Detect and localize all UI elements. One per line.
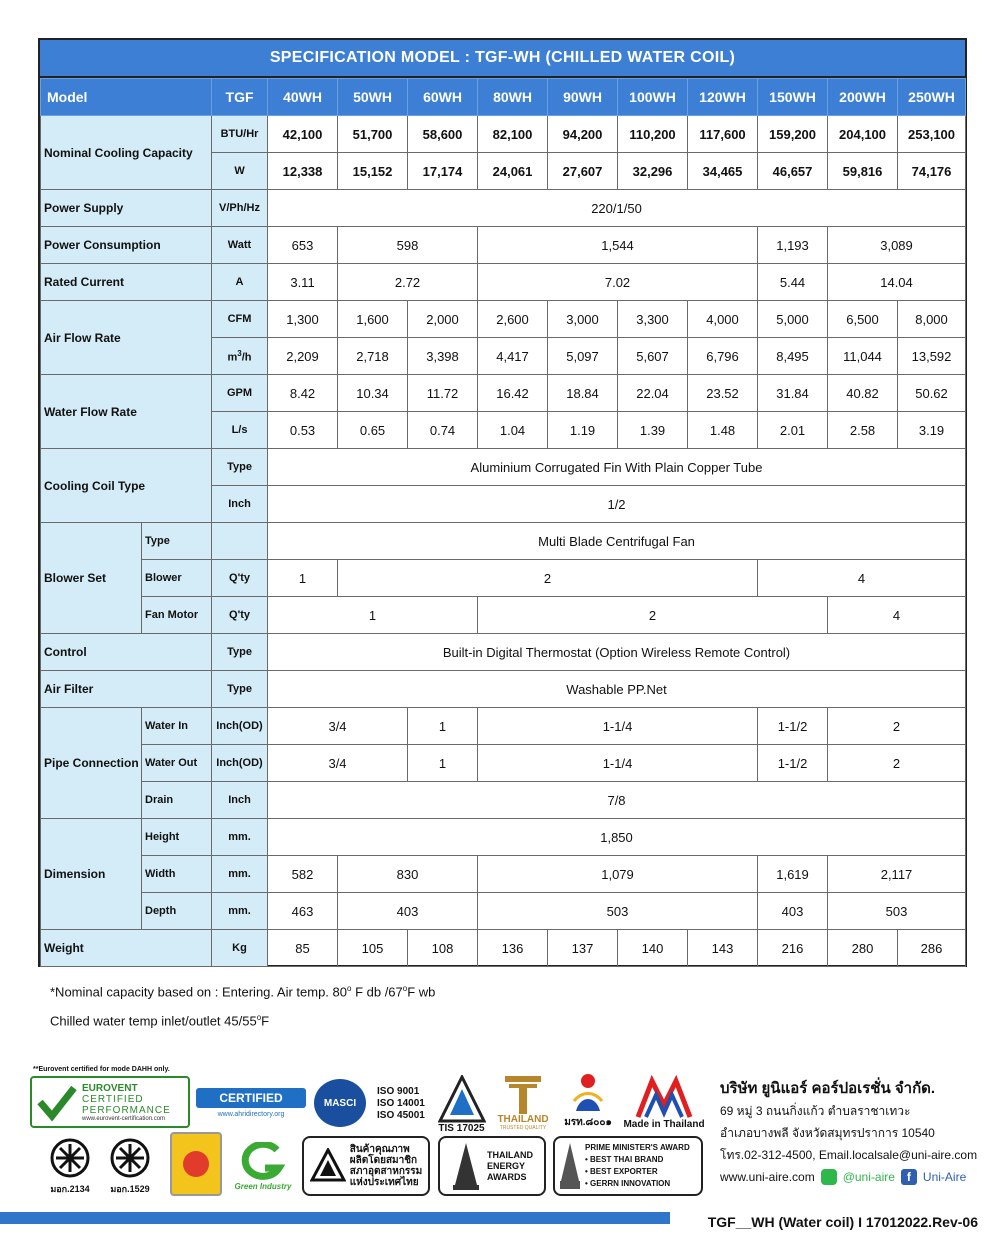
cell: 8,000 <box>898 301 966 338</box>
cell: 18.84 <box>548 375 618 412</box>
fan-motor-sub: Fan Motor <box>142 597 212 634</box>
model-header: Model <box>41 79 212 116</box>
cell: 2,117 <box>828 856 966 893</box>
model-60wh: 60WH <box>408 79 478 116</box>
cell: 503 <box>478 893 758 930</box>
inch-unit: Inch <box>212 486 268 523</box>
tis-logo: TIS 17025 <box>434 1072 489 1136</box>
cell: 7/8 <box>268 782 966 819</box>
w-unit: W <box>212 153 268 190</box>
watt-unit: Watt <box>212 227 268 264</box>
cell: 503 <box>828 893 966 930</box>
cell: 1,079 <box>478 856 758 893</box>
cell: 403 <box>338 893 478 930</box>
cell: 159,200 <box>758 116 828 153</box>
cell: 4 <box>758 560 966 597</box>
depth-row <box>41 893 966 930</box>
drain-sub: Drain <box>142 782 212 819</box>
cell: 0.65 <box>338 412 408 449</box>
air-flow-label: Air Flow Rate <box>41 301 212 375</box>
cell: 1 <box>408 708 478 745</box>
cell: Aluminium Corrugated Fin With Plain Copper Tube <box>268 449 966 486</box>
cell: 1.48 <box>688 412 758 449</box>
energy-5-badge <box>183 1151 209 1177</box>
cell: 13,592 <box>898 338 966 375</box>
kg-unit: Kg <box>212 930 268 967</box>
m3h-unit: $m^3/h$ <box>212 338 268 375</box>
cell: 4,000 <box>688 301 758 338</box>
mok-2134-logo: มอก.2134 <box>48 1136 92 1198</box>
qty-unit: Q'ty <box>212 597 268 634</box>
height-sub: Height <box>142 819 212 856</box>
company-info <box>720 1078 990 1188</box>
cell: 1,193 <box>758 227 828 264</box>
spec-table <box>40 78 966 967</box>
cell: 3,089 <box>828 227 966 264</box>
made-in-thailand-logo: Made in Thailand <box>620 1070 708 1134</box>
cell: 463 <box>268 893 338 930</box>
weight-row <box>41 930 966 967</box>
cell: 253,100 <box>898 116 966 153</box>
mok-icon <box>110 1138 150 1178</box>
cell: 11,044 <box>828 338 898 375</box>
cell: 7.02 <box>478 264 758 301</box>
cell: 2.72 <box>338 264 478 301</box>
cell: 3/4 <box>268 708 408 745</box>
nominal-btu-row <box>41 116 966 153</box>
green-industry-logo: Green Industry <box>230 1136 296 1196</box>
iso-list: ISO 9001 ISO 14001 ISO 45001 <box>377 1086 425 1121</box>
cell: 2,000 <box>408 301 478 338</box>
weight-label: Weight <box>41 930 212 967</box>
cell: 2 <box>338 560 758 597</box>
ls-unit: L/s <box>212 412 268 449</box>
cell: 27,607 <box>548 153 618 190</box>
cell: 1/2 <box>268 486 966 523</box>
cell: 1-1/2 <box>758 745 828 782</box>
facebook-handle[interactable]: Uni-Aire <box>922 1170 967 1184</box>
cell: 1-1/4 <box>478 708 758 745</box>
cell: 204,100 <box>828 116 898 153</box>
model-100wh: 100WH <box>618 79 688 116</box>
header-row <box>41 79 966 116</box>
cell: 108 <box>408 930 478 967</box>
model-120wh: 120WH <box>688 79 758 116</box>
cell: 59,816 <box>828 153 898 190</box>
btu-unit: BTU/Hr <box>212 116 268 153</box>
cell: 1,300 <box>268 301 338 338</box>
water-flow-label: Water Flow Rate <box>41 375 212 449</box>
cell: 1,544 <box>478 227 758 264</box>
cell: 1 <box>408 745 478 782</box>
cell: 82,100 <box>478 116 548 153</box>
model-40wh: 40WH <box>268 79 338 116</box>
cell: 34,465 <box>688 153 758 190</box>
cell: 51,700 <box>338 116 408 153</box>
footnotes <box>50 976 435 1035</box>
prime-minister-award-logo: PRIME MINISTER'S AWARD • BEST THAI BRAND • BEST EXPORTER • GERRN INNOVATION <box>553 1136 703 1196</box>
blank-unit <box>212 523 268 560</box>
cell: 10.34 <box>338 375 408 412</box>
cell: 220/1/50 <box>268 190 966 227</box>
cell: 403 <box>758 893 828 930</box>
cell: 1,619 <box>758 856 828 893</box>
cell: 1.19 <box>548 412 618 449</box>
cell: 85 <box>268 930 338 967</box>
thailand-trust-logo: THAILAND TRUSTED QUALITY <box>492 1072 554 1132</box>
water-flow-gpm-row <box>41 375 966 412</box>
cell: 1,850 <box>268 819 966 856</box>
thai-industry-icon <box>310 1148 346 1184</box>
cell: 2 <box>828 745 966 782</box>
control-row <box>41 634 966 671</box>
cell: 2.58 <box>828 412 898 449</box>
cell: 1 <box>268 560 338 597</box>
cell: 42,100 <box>268 116 338 153</box>
air-filter-label: Air Filter <box>41 671 212 708</box>
cell: Washable PP.Net <box>268 671 966 708</box>
spec-title: SPECIFICATION MODEL : TGF-WH (CHILLED WATER COIL) <box>40 40 965 78</box>
cell: 3,300 <box>618 301 688 338</box>
cell: 8,495 <box>758 338 828 375</box>
cell: 1-1/4 <box>478 745 758 782</box>
cell: 6,796 <box>688 338 758 375</box>
cell: 136 <box>478 930 548 967</box>
control-label: Control <box>41 634 212 671</box>
cell: 0.74 <box>408 412 478 449</box>
cell: 50.62 <box>898 375 966 412</box>
cell: 46,657 <box>758 153 828 190</box>
cell: 24,061 <box>478 153 548 190</box>
model-90wh: 90WH <box>548 79 618 116</box>
ahri-logo: CERTIFIED www.ahridirectory.org <box>195 1078 307 1128</box>
cell: 137 <box>548 930 618 967</box>
masci-logo: MASCI <box>312 1078 368 1128</box>
cell: 1,600 <box>338 301 408 338</box>
nominal-label: Nominal Cooling Capacity <box>41 116 212 190</box>
cell: 17,174 <box>408 153 478 190</box>
cell: 1.39 <box>618 412 688 449</box>
cell: 3,398 <box>408 338 478 375</box>
power-consumption-label: Power Consumption <box>41 227 212 264</box>
od-unit: Inch(OD) <box>212 708 268 745</box>
cell: 110,200 <box>618 116 688 153</box>
water-out-sub: Water Out <box>142 745 212 782</box>
mok-icon <box>50 1138 90 1178</box>
power-supply-label: Power Supply <box>41 190 212 227</box>
power-supply-unit: V/Ph/Hz <box>212 190 268 227</box>
cell: 5.44 <box>758 264 828 301</box>
cell: 15,152 <box>338 153 408 190</box>
trophy-icon <box>451 1141 481 1191</box>
cell: 11.72 <box>408 375 478 412</box>
made-in-thailand-icon <box>634 1075 694 1119</box>
power-consumption-row <box>41 227 966 264</box>
model-200wh: 200WH <box>828 79 898 116</box>
depth-sub: Depth <box>142 893 212 930</box>
document-code: TGF__WH (Water coil) I 17012022.Rev-06 <box>707 1214 978 1230</box>
blower-type-row <box>41 523 966 560</box>
cell: 0.53 <box>268 412 338 449</box>
cfm-unit: CFM <box>212 301 268 338</box>
cell: 2,209 <box>268 338 338 375</box>
cell: Multi Blade Centrifugal Fan <box>268 523 966 560</box>
coil-label: Cooling Coil Type <box>41 449 212 523</box>
line-handle[interactable]: @uni-aire <box>842 1170 895 1184</box>
drain-row <box>41 782 966 819</box>
cell: 4 <box>828 597 966 634</box>
blower-set-label: Blower Set <box>41 523 142 634</box>
award-trophy-icon <box>559 1141 581 1191</box>
cell: 94,200 <box>548 116 618 153</box>
cell: 1-1/2 <box>758 708 828 745</box>
cell: 1.04 <box>478 412 548 449</box>
water-out-row <box>41 745 966 782</box>
energy-label-logo <box>170 1132 222 1196</box>
type-unit: Type <box>212 671 268 708</box>
cell: 16.42 <box>478 375 548 412</box>
air-filter-row <box>41 671 966 708</box>
cell: 5,000 <box>758 301 828 338</box>
cell: 2,600 <box>478 301 548 338</box>
cell: 74,176 <box>898 153 966 190</box>
cell: 31.84 <box>758 375 828 412</box>
tis-triangle-icon <box>438 1075 486 1123</box>
mort-figure-icon <box>570 1071 606 1115</box>
note-nominal: *Nominal capacity based on : Entering. Air temp. 80$^o$ F db /67$^o$F wb <box>50 984 436 1000</box>
water-in-sub: Water In <box>142 708 212 745</box>
cell: 105 <box>338 930 408 967</box>
cell: 58,600 <box>408 116 478 153</box>
cell: 3/4 <box>268 745 408 782</box>
cell: 582 <box>268 856 338 893</box>
cell: 598 <box>338 227 478 264</box>
cell: 3.19 <box>898 412 966 449</box>
eurovent-note: **Eurovent certified for mode DAHH only. <box>33 1066 170 1073</box>
air-flow-cfm-row <box>41 301 966 338</box>
mm-unit: mm. <box>212 819 268 856</box>
cell: 143 <box>688 930 758 967</box>
width-row <box>41 856 966 893</box>
company-contact[interactable]: โทร.02-312-4500, Email.localsale@uni-aire.com <box>720 1148 978 1162</box>
cell: 14.04 <box>828 264 966 301</box>
note-chilled-water: Chilled water temp inlet/outlet 45/55$^o$F <box>50 1013 270 1029</box>
cell: 2,718 <box>338 338 408 375</box>
cell: 2 <box>828 708 966 745</box>
company-name: บริษัท ยูนิแอร์ คอร์ปอเรชั่น จำกัด. <box>720 1080 936 1097</box>
facebook-icon: f <box>901 1169 917 1185</box>
cell: 8.42 <box>268 375 338 412</box>
height-row <box>41 819 966 856</box>
eurovent-check-icon <box>36 1082 78 1124</box>
cell: 5,097 <box>548 338 618 375</box>
line-icon <box>821 1169 837 1185</box>
thai-industry-logo: สินค้าคุณภาพ ผลิตโดยสมาชิก สภาอุตสาหกรรม แห่งประเทศไทย <box>302 1136 430 1196</box>
mok-1529-logo: มอก.1529 <box>108 1136 152 1198</box>
green-g-icon <box>241 1142 285 1182</box>
cell: 280 <box>828 930 898 967</box>
gpm-unit: GPM <box>212 375 268 412</box>
cell: 2.01 <box>758 412 828 449</box>
cell: 216 <box>758 930 828 967</box>
company-web-row <box>720 1166 990 1188</box>
pipe-label: Pipe Connection <box>41 708 142 819</box>
water-in-row <box>41 708 966 745</box>
qty-unit: Q'ty <box>212 560 268 597</box>
thailand-t-icon <box>503 1074 543 1114</box>
cell: 5,607 <box>618 338 688 375</box>
od-unit: Inch(OD) <box>212 745 268 782</box>
thailand-energy-awards-logo: THAILAND ENERGY AWARDS <box>438 1136 546 1196</box>
cell: 22.04 <box>618 375 688 412</box>
cell: 40.82 <box>828 375 898 412</box>
model-50wh: 50WH <box>338 79 408 116</box>
cell: 23.52 <box>688 375 758 412</box>
company-address-2: อำเภอบางพลี จังหวัดสมุทรปราการ 10540 <box>720 1126 935 1140</box>
company-address-1: 69 หมู่ 3 ถนนกิ่งแก้ว ตำบลราชาเทวะ <box>720 1104 911 1118</box>
cell: 3,000 <box>548 301 618 338</box>
dimension-label: Dimension <box>41 819 142 930</box>
mort-logo: มรท.๘๐๐๑ <box>558 1066 618 1134</box>
model-250wh: 250WH <box>898 79 966 116</box>
inch-unit: Inch <box>212 782 268 819</box>
power-supply-row <box>41 190 966 227</box>
cell: 1 <box>268 597 478 634</box>
rated-current-row <box>41 264 966 301</box>
mm-unit: mm. <box>212 893 268 930</box>
cell: Built-in Digital Thermostat (Option Wireless Remote Control) <box>268 634 966 671</box>
eurovent-logo: EUROVENT CERTIFIED PERFORMANCE www.eurovent-certification.com <box>30 1076 190 1128</box>
cell: 4,417 <box>478 338 548 375</box>
blower-type-sub: Type <box>142 523 212 560</box>
cell: 117,600 <box>688 116 758 153</box>
cell: 32,296 <box>618 153 688 190</box>
rated-current-label: Rated Current <box>41 264 212 301</box>
cell: 286 <box>898 930 966 967</box>
cell: 653 <box>268 227 338 264</box>
type-unit: Type <box>212 449 268 486</box>
mm-unit: mm. <box>212 856 268 893</box>
footer-bar <box>0 1212 670 1224</box>
fan-motor-row <box>41 597 966 634</box>
cell: 140 <box>618 930 688 967</box>
cell: 6,500 <box>828 301 898 338</box>
coil-type-row <box>41 449 966 486</box>
blower-sub: Blower <box>142 560 212 597</box>
spec-sheet <box>38 38 967 967</box>
cell: 830 <box>338 856 478 893</box>
blower-qty-row <box>41 560 966 597</box>
model-150wh: 150WH <box>758 79 828 116</box>
cell: 3.11 <box>268 264 338 301</box>
cell: 12,338 <box>268 153 338 190</box>
website-link[interactable]: www.uni-aire.com <box>720 1170 815 1184</box>
amp-unit: A <box>212 264 268 301</box>
width-sub: Width <box>142 856 212 893</box>
type-unit: Type <box>212 634 268 671</box>
cell: 2 <box>478 597 828 634</box>
model-80wh: 80WH <box>478 79 548 116</box>
tgf-header: TGF <box>212 79 268 116</box>
